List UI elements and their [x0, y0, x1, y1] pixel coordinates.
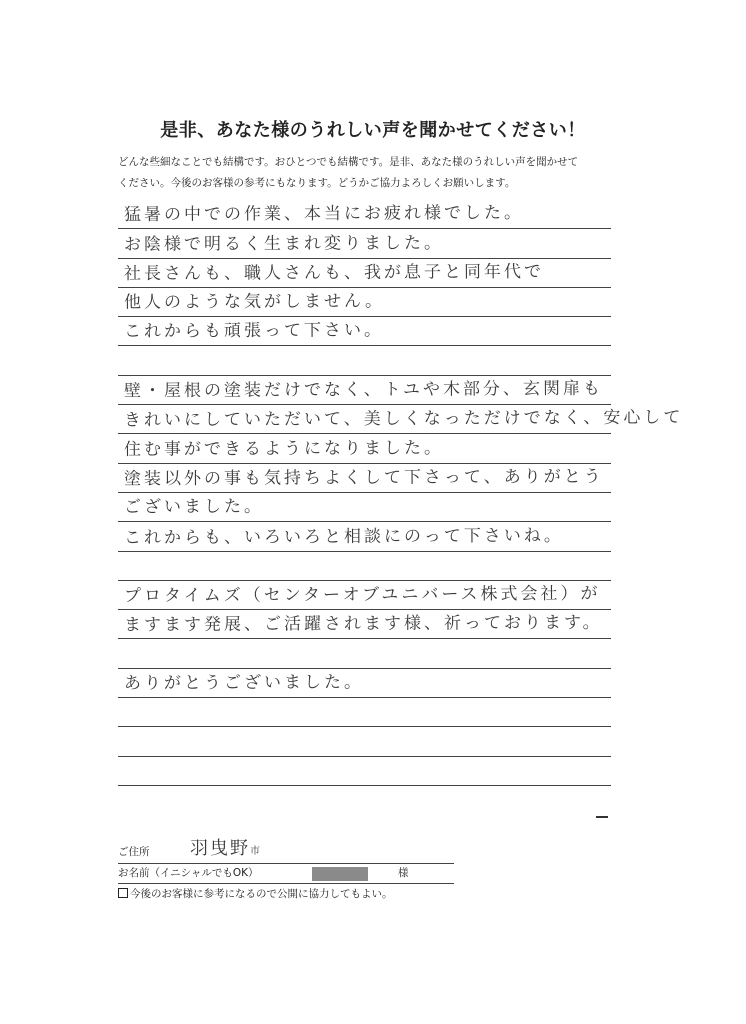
handwriting-line: [118, 757, 611, 786]
handwriting-area: [118, 200, 684, 786]
handwriting-line: [118, 200, 611, 229]
handwriting-text: 住む事ができるようになりました。: [123, 437, 445, 460]
redacted-name: [312, 867, 368, 881]
address-label: ご住所: [118, 846, 150, 858]
handwriting-text: 他人のような気がしません。: [123, 291, 386, 313]
handwriting-line: [118, 405, 684, 434]
handwriting-line: [118, 376, 611, 405]
handwriting-line: [118, 727, 611, 756]
handwriting-line: [118, 610, 611, 639]
handwriting-text: きれいにしていただいて、美しくなっただけでなく、安心して: [123, 407, 684, 431]
handwriting-text: 社長さんも、職人さんも、我が息子と同年代で: [123, 261, 545, 284]
handwriting-line: [118, 259, 611, 288]
handwriting-text: 猛暑の中での作業、本当にお疲れ様でした。: [123, 203, 525, 226]
handwriting-line: [118, 698, 611, 727]
handwriting-line: [118, 581, 611, 610]
handwriting-line: [118, 434, 611, 463]
handwriting-line: [118, 317, 611, 346]
name-suffix: 様: [398, 867, 409, 879]
intro-text: [118, 152, 658, 194]
handwriting-line: [118, 669, 611, 698]
handwriting-text: プロタイムズ（センターオブユニバース株式会社）が: [123, 583, 601, 607]
stray-pen-mark: [596, 816, 608, 818]
handwriting-text: ありがとうございました。: [123, 672, 365, 694]
handwriting-line: [118, 229, 611, 258]
consent-row: [118, 886, 393, 901]
handwriting-line: [118, 346, 611, 375]
handwriting-text: ますます発展、ご活躍されます様、祈っております。: [123, 613, 603, 636]
address-row: [118, 836, 454, 864]
handwriting-text: これからも、いろいろと相談にのって下さいね。: [123, 525, 564, 548]
address-city: 羽曳野: [190, 838, 250, 859]
name-row: [118, 864, 454, 884]
address-suffix: 市: [250, 846, 260, 857]
handwriting-text: ございました。: [123, 496, 265, 518]
handwriting-line: [118, 464, 611, 493]
consent-label: 今後のお客様に参考になるので公開に協力してもよい。: [130, 888, 393, 900]
handwriting-line: [118, 288, 611, 317]
name-label: お名前（イニシャルでもOK）: [118, 867, 259, 879]
intro-line-1: どんな些細なことでも結構です。おひとつでも結構です。是非、あなた様のうれしい声を聞かせて: [118, 156, 579, 168]
handwriting-text: 壁・屋根の塗装だけでなく、トユや木部分、玄関扉も: [123, 378, 604, 402]
handwriting-line: [118, 639, 611, 668]
intro-line-2: ください。今後のお客様の参考にもなります。どうかご協力よろしくお願いします。: [118, 177, 516, 189]
handwriting-line: [118, 552, 611, 581]
handwriting-text: お陰様で明るく生まれ変りました。: [123, 232, 445, 255]
handwriting-line: [118, 493, 611, 522]
handwriting-text: これからも頑張って下さい。: [123, 320, 385, 343]
handwriting-text: 塗装以外の事も気持ちよくして下さって、ありがとう: [123, 466, 604, 490]
address-value: [190, 834, 260, 860]
handwriting-line: [118, 522, 611, 551]
form-title: 是非、あなた様のうれしい声を聞かせてください！: [160, 120, 586, 141]
consent-checkbox[interactable]: [118, 888, 128, 898]
